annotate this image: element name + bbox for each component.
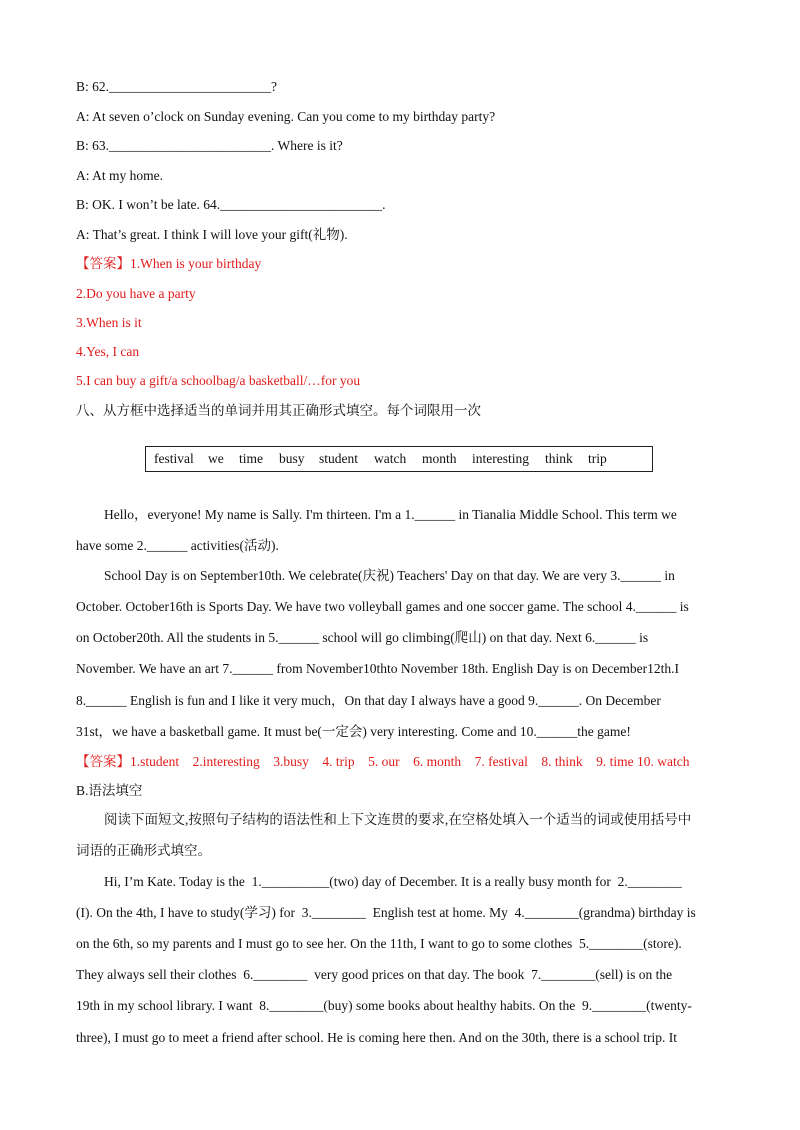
passage-line: November. We have an art 7.______ from November10thto November 18th. English Day is on December12th.I bbox=[76, 661, 680, 676]
passage-line: have some 2.______ activities(活动). bbox=[76, 538, 279, 553]
word-box-item: interesting bbox=[472, 451, 529, 466]
passage-line: 8.______ English is fun and I like it very much，On that day I always have a good 9.______. On December bbox=[76, 693, 661, 708]
word-box-item: time bbox=[239, 451, 263, 466]
answer-line: 2.Do you have a party bbox=[76, 286, 196, 301]
passage-line: They always sell their clothes 6.________ very good prices on that day. The book 7.________(sell) is on the bbox=[76, 967, 673, 982]
answer-line: 3.When is it bbox=[76, 315, 142, 330]
instruction-line: 词语的正确形式填空。 bbox=[76, 843, 211, 858]
answer-line: 【答案】1.When is your birthday bbox=[76, 256, 262, 271]
passage-line: three), I must go to meet a friend after school. He is coming here then. And on the 30th, there is a school trip. It bbox=[76, 1030, 677, 1045]
word-box bbox=[145, 446, 653, 472]
dialogue-line: A: At seven o’clock on Sunday evening. Can you come to my birthday party? bbox=[76, 109, 496, 124]
instruction-line: 阅读下面短文,按照句子结构的语法性和上下文连贯的要求,在空格处填入一个适当的词或使用括号中 bbox=[104, 812, 692, 827]
word-box-item: think bbox=[545, 451, 573, 466]
section-title: 八、从方框中选择适当的单词并用其正确形式填空。每个词限用一次 bbox=[76, 403, 481, 418]
passage-line: 31st，we have a basketball game. It must be(一定会) very interesting. Come and 10.______the game! bbox=[76, 724, 631, 739]
dialogue-line: A: At my home. bbox=[76, 168, 163, 183]
word-box-item: we bbox=[208, 451, 224, 466]
passage-line: on the 6th, so my parents and I must go to see her. On the 11th, I want to go to some clothes 5.________(store). bbox=[76, 936, 682, 951]
word-box-item: festival bbox=[154, 451, 194, 466]
word-box-item: trip bbox=[588, 451, 607, 466]
word-box-item: month bbox=[422, 451, 457, 466]
dialogue-line: A: That’s great. I think I will love your gift(礼物). bbox=[76, 227, 348, 242]
passage-line: 19th in my school library. I want 8.________(buy) some books about healthy habits. On the 9.________(twenty- bbox=[76, 998, 692, 1013]
dialogue-line: B: 63.________________________. Where is it? bbox=[76, 138, 343, 153]
dialogue-line: B: OK. I won’t be late. 64.________________________. bbox=[76, 197, 386, 212]
answer-line: 5.I can buy a gift/a schoolbag/a basketball/…for you bbox=[76, 373, 361, 388]
passage-line: Hello，everyone! My name is Sally. I'm thirteen. I'm a 1.______ in Tianalia Middle School. This term we bbox=[104, 507, 677, 522]
word-box-item: student bbox=[319, 451, 358, 466]
passage-line: October. October16th is Sports Day. We have two volleyball games and one soccer game. The school 4.______ is bbox=[76, 599, 689, 614]
answer-line: 4.Yes, I can bbox=[76, 344, 140, 359]
section-title: B.语法填空 bbox=[76, 783, 143, 798]
passage-line: on October20th. All the students in 5.______ school will go climbing(爬山) on that day. Next 6.______ is bbox=[76, 630, 649, 645]
dialogue-line: B: 62.________________________? bbox=[76, 79, 277, 94]
word-box-item: busy bbox=[279, 451, 305, 466]
answer-line: 【答案】1.student 2.interesting 3.busy 4. trip 5. our 6. month 7. festival 8. think 9. time 10. watch bbox=[76, 754, 690, 769]
passage-line: Hi, I’m Kate. Today is the 1.__________(two) day of December. It is a really busy month for 2.________ bbox=[104, 874, 682, 889]
word-box-item: watch bbox=[374, 451, 407, 466]
passage-line: (I). On the 4th, I have to study(学习) for 3.________ English test at home. My 4.________(grandma) birthday is bbox=[76, 905, 696, 920]
passage-line: School Day is on September10th. We celebrate(庆祝) Teachers' Day on that day. We are very 3.______ in bbox=[104, 568, 675, 583]
